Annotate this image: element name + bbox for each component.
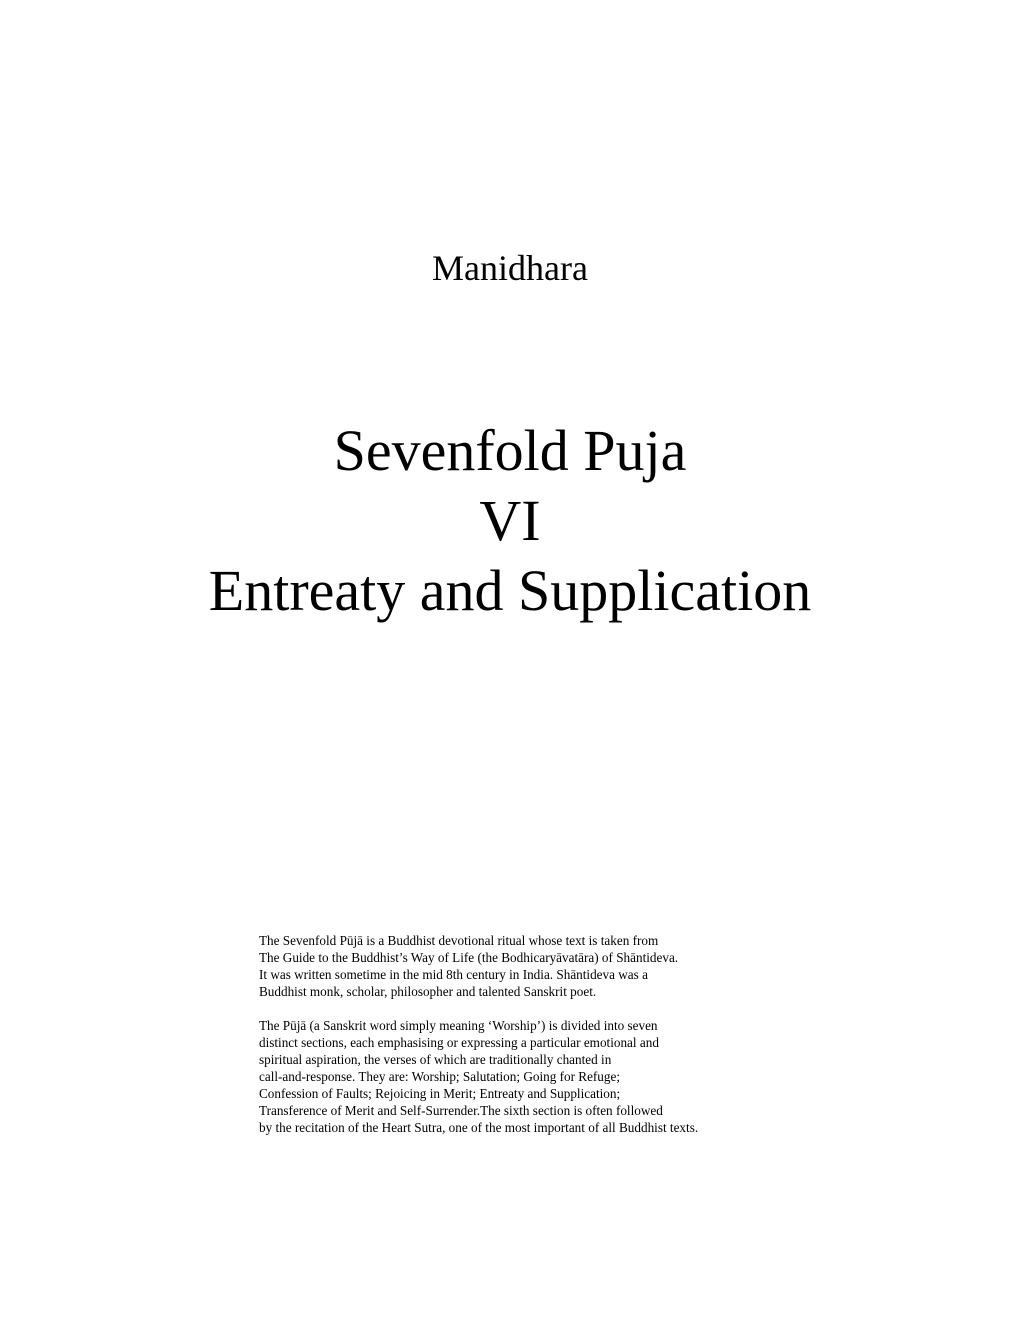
document-title	[0, 416, 1020, 626]
text-line: It was written sometime in the mid 8th century in India. Shāntideva was a	[259, 967, 648, 982]
text-line: Transference of Merit and Self-Surrender.The sixth section is often followed	[259, 1103, 663, 1118]
text-line: Confession of Faults; Rejoicing in Merit; Entreaty and Supplication;	[259, 1086, 621, 1101]
text-line: Buddhist monk, scholar, philosopher and talented Sanskrit poet.	[259, 984, 597, 999]
description-paragraph-1	[259, 932, 819, 1000]
text-line: by the recitation of the Heart Sutra, one of the most important of all Buddhist texts.	[259, 1120, 699, 1135]
text-line: spiritual aspiration, the verses of which are traditionally chanted in	[259, 1052, 612, 1067]
text-line: The Pūjā (a Sanskrit word simply meaning ‘Worship’) is divided into seven	[259, 1018, 658, 1033]
title-line: Entreaty and Supplication	[208, 558, 812, 623]
title-line: Sevenfold Puja	[333, 418, 687, 483]
text-line: distinct sections, each emphasising or expressing a particular emotional and	[259, 1035, 659, 1050]
author-name: Manidhara	[432, 248, 588, 288]
title-line: VI	[479, 488, 541, 553]
text-line: The Guide to the Buddhist’s Way of Life (the Bodhicaryāvatāra) of Shāntideva.	[259, 950, 679, 965]
description-paragraph-2	[259, 1017, 819, 1136]
text-line: call-and-response. They are: Worship; Salutation; Going for Refuge;	[259, 1069, 621, 1084]
text-line: The Sevenfold Pūjā is a Buddhist devotional ritual whose text is taken from	[259, 933, 659, 948]
description-text	[259, 932, 819, 1153]
